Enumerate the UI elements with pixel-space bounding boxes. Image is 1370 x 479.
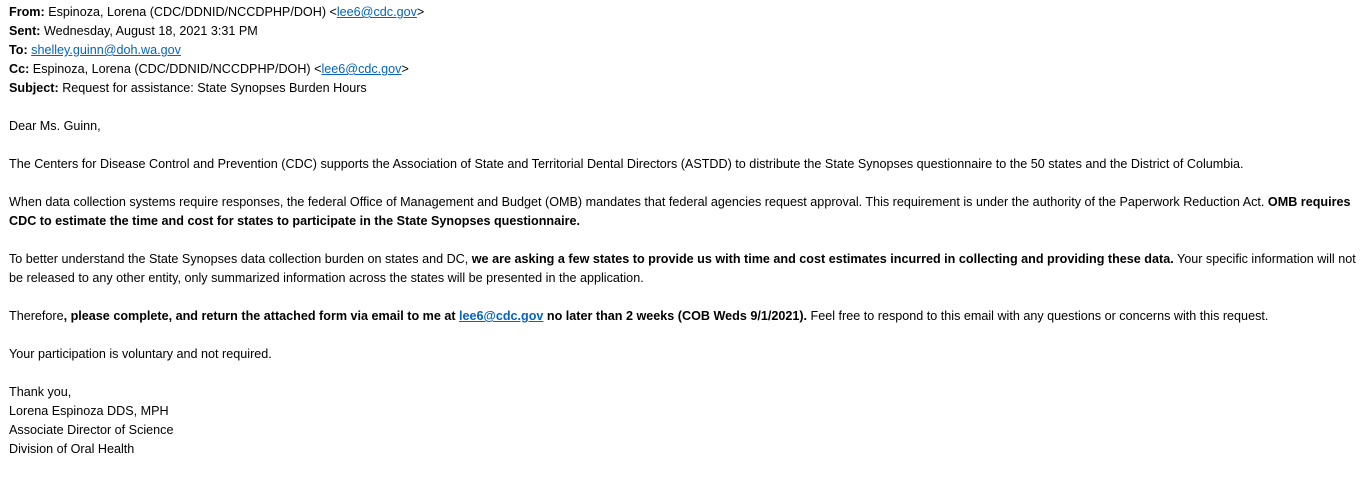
to-label: To: (9, 43, 28, 57)
spacer (9, 136, 1359, 155)
paragraph-request (9, 250, 1359, 288)
paragraph-omb (9, 193, 1359, 231)
header-from (9, 3, 1359, 22)
paragraph-instructions-bold: , please complete, and return the attached form via email to me at (63, 309, 460, 323)
cc-label: Cc: (9, 62, 30, 76)
instructions-email-link[interactable]: lee6@cdc.gov (459, 309, 544, 323)
cc-email-link[interactable]: lee6@cdc.gov (321, 62, 402, 76)
cc-email-open: < (310, 62, 322, 76)
paragraph-request-text: To better understand the State Synopses data collection burden on states and DC, (9, 252, 472, 266)
header-cc (9, 60, 1359, 79)
paragraph-voluntary: Your participation is voluntary and not required. (9, 347, 272, 361)
paragraph-instructions-deadline: no later than 2 weeks (COB Weds 9/1/2021). (543, 309, 808, 323)
signature-closing: Thank you, (9, 385, 72, 399)
subject-value: Request for assistance: State Synopses Burden Hours (62, 81, 367, 95)
spacer (9, 98, 1359, 117)
paragraph-instructions-tail: Feel free to respond to this email with any questions or concerns with this request. (807, 309, 1269, 323)
cc-name: Espinoza, Lorena (CDC/DDNID/NCCDPHP/DOH) (32, 62, 311, 76)
spacer (9, 364, 1359, 383)
signature-division: Division of Oral Health (9, 442, 135, 456)
paragraph-omb-text: When data collection systems require responses, the federal Office of Management and Budget (OMB) mandates that federal agencies request approval. This requirement is under the authority of the Paperwork Reduction Act. (9, 195, 1268, 209)
sent-label: Sent: (9, 24, 41, 38)
from-name: Espinoza, Lorena (CDC/DDNID/NCCDPHP/DOH) (48, 5, 327, 19)
spacer (9, 174, 1359, 193)
header-subject (9, 79, 1359, 98)
paragraph-intro: The Centers for Disease Control and Prevention (CDC) supports the Association of State and Territorial Dental Directors (ASTDD) to distribute the State Synopses questionnaire to the 50 states and the District of Columbia. (9, 157, 1244, 171)
spacer (9, 288, 1359, 307)
subject-label: Subject: (9, 81, 59, 95)
from-email-link[interactable]: lee6@cdc.gov (336, 5, 417, 19)
paragraph-request-tail: Your specific information will not be released to any other entity, only summarized information across the states will be presented in the application. (9, 252, 1356, 285)
paragraph-request-bold: we are asking a few states to provide us with time and cost estimates incurred in collecting and providing these data. (471, 252, 1174, 266)
sent-value: Wednesday, August 18, 2021 3:31 PM (43, 24, 258, 38)
to-email-link[interactable]: shelley.guinn@doh.wa.gov (31, 43, 181, 57)
greeting: Dear Ms. Guinn, (9, 119, 101, 133)
from-label: From: (9, 5, 45, 19)
header-sent (9, 22, 1359, 41)
email-message (9, 3, 1359, 459)
paragraph-omb-bold: OMB requires CDC to estimate the time and cost for states to participate in the State Synopses questionnaire. (9, 195, 1351, 228)
signature-title: Associate Director of Science (9, 423, 174, 437)
spacer (9, 231, 1359, 250)
cc-email-close: > (401, 62, 409, 76)
signature-name: Lorena Espinoza DDS, MPH (9, 404, 169, 418)
paragraph-instructions (9, 307, 1359, 326)
spacer (9, 326, 1359, 345)
from-email-open: < (326, 5, 337, 19)
paragraph-instructions-text: Therefore (9, 309, 64, 323)
header-to (9, 41, 1359, 60)
from-email-close: > (416, 5, 425, 19)
